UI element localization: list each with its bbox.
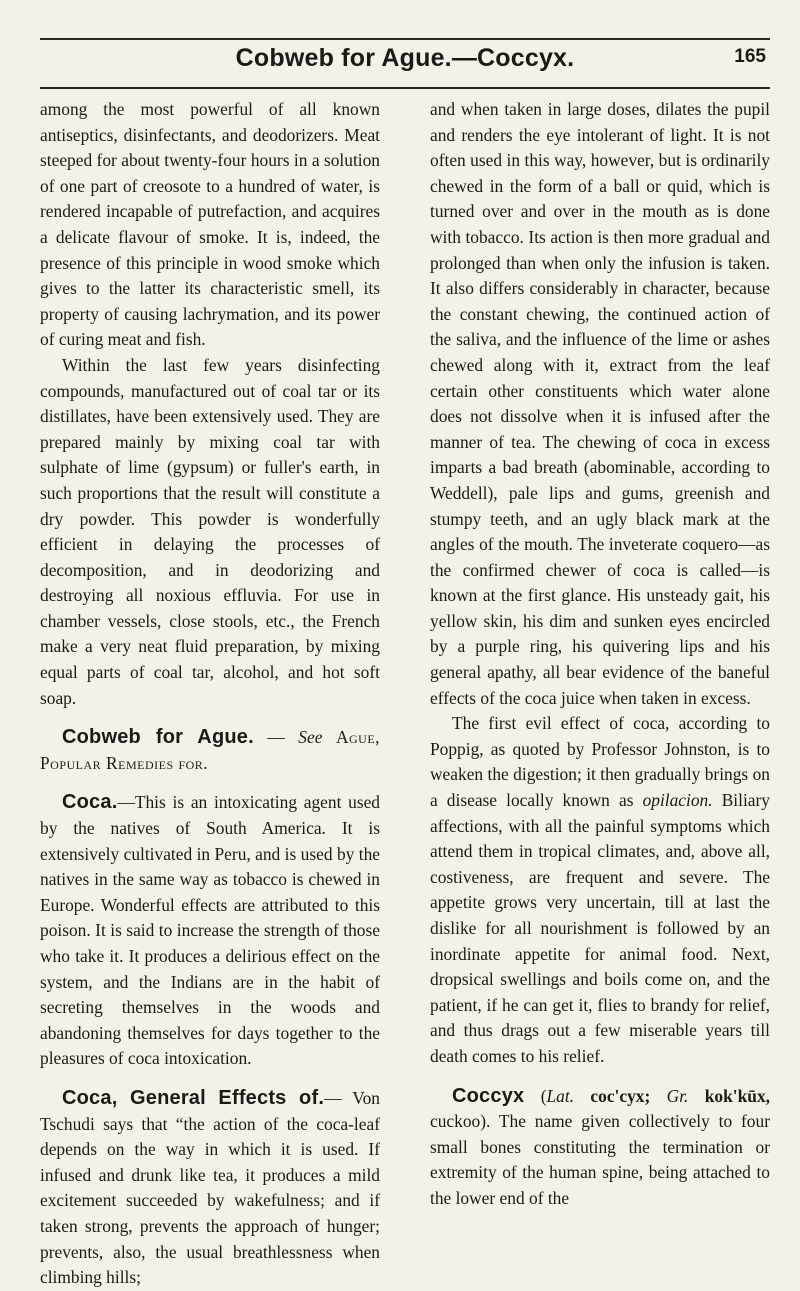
entry-heading: Coca, General Effects of. [62,1086,325,1109]
creosote-paragraph: among the most powerful of all known antiseptics, disinfectants, and deodorizers. Meat steeped for about twenty-four hours in a solution of one part of creosote to a hundred of water, is rendered incapable of putrefaction, and acquires a delicate flavour of smoke. It is, indeed, the presence of this principle in wood smoke which gives to the latter its characteristic smell, its property of causing lachrymation, and its power of curing meat and fish. [40,99,380,350]
term-opilacion: opilacion. [642,790,713,811]
etym-greek-word: kok'kūx, [688,1085,771,1106]
running-head: Cobweb for Ague.—Coccyx. [235,44,575,72]
header-rule [40,87,770,89]
text-run: Biliary affections, with all the painful symptoms which attend them in tropical climates, and, above all, costiveness, are frequent and severe. The appetite grows very uncertain, till at last the dislike for all nourishment is followed by an inordinate appetite for animal food. Next, dropsical swellings and boils come on, and the patient, if he can get it, flies to brandy for relief, and thus drags out a few miserable years till death comes to his relief. [430,790,771,1066]
left-column [40,97,380,1291]
entry-text: — Von Tschudi says that “the action of the coca-leaf depends on the way in which it is used. If infused and drunk like tea, it produces a mild excitement succeeded by wakefulness; and if taken strong, prevents the approach of hunger; prevents, also, the usual breathlessness when climbing hills; [40,1087,380,1288]
top-rule [40,38,770,40]
etym-latin-word: coc'cyx; [574,1085,667,1106]
page-number: 165 [734,46,766,67]
entry-coca-general-effects [40,1086,380,1291]
entry-heading: Coca. [62,791,118,814]
coca-chewing-paragraph: and when taken in large doses, dilates the pupil and renders the eye intolerant of light. It is not often used in this way, however, but is ordinarily chewed in the form of a ball or quid, which is turned over and over in the mouth as is done with tobacco. Its action is then more gradual and prolonged than when only the infusion is taken. It also differs considerably in character, because the constant chewing, the continued action of the saliva, and the influence of the lime or ashes chewed along with it, extract from the leaf certain other constituents which water alone does not dissolve when it is infused after the manner of tea. The chewing of coca in excess imparts a bad breath (abominable, according to Weddell), pale lips and gums, greenish and stumpy teeth, and an ugly black mark at the angles of the mouth. The inveterate coquero—as the confirmed chewer of coca is called—is known at the first glance. His unsteady gait, his yellow skin, his dim and sunken eyes encircled by a purple ring, his quivering lips and his general apathy, all bear evidence of the baneful effects of the coca juice when taken in excess. [430,99,770,708]
page-header [40,44,770,84]
coal-tar-paragraph: Within the last few years disinfecting compounds, manufactured out of coal tar or its distillates, have been extensively used. They are prepared mainly by mixing coal tar with sulphate of lime (gypsum) or fuller's earth, in such proportions that the result will constitute a dry powder. This powder is wonderfully efficient in delaying the processes of decomposition, and in deodorizing and destroying all noxious effluvia. For use in chamber vessels, close stools, etc., the French make a very neat fluid preparation, by mixing equal parts of coal tar, alcohol, and hot soft soap. [40,354,380,708]
entry-text: cuckoo). The name given collectively to four small bones constituting the termination or extremity of the human spine, being attached to the lower end of the [430,1111,770,1208]
entry-cobweb-for-ague [40,725,380,776]
text-run: The first evil effect of coca, according to Poppig, as quoted by Professor Johnston, is to weaken the digestion; it then gradually brings on a disease locally known as [430,713,770,811]
see-reference: See [298,727,323,748]
etym-latin-label: Lat. [546,1085,575,1106]
entry-heading: Coccyx [452,1084,525,1107]
coca-evil-effects-paragraph [430,711,770,1069]
entry-text: —This is an intoxicating agent used by the natives of South America. It is extensively cultivated in Peru, and is used by the natives in the same way as tobacco is chewed in Europe. Wonderful effects are attributed to this poison. It is said to increase the strength of those who take it. It produces a delirious effect on the system, and the Indians are in the habit of secreting themselves in the woods and abandoning themselves for days together to the pleasures of coca intoxication. [40,792,380,1069]
entry-dash: — [253,727,299,748]
etym-open: ( [524,1085,547,1106]
right-column [430,97,770,1212]
entry-heading: Cobweb for Ague. [62,726,254,749]
entry-coca [40,790,380,1072]
etym-greek-label: Gr. [666,1085,689,1106]
cross-reference: Ague, Popular Remedies for. [40,727,381,773]
entry-coccyx [430,1084,770,1212]
